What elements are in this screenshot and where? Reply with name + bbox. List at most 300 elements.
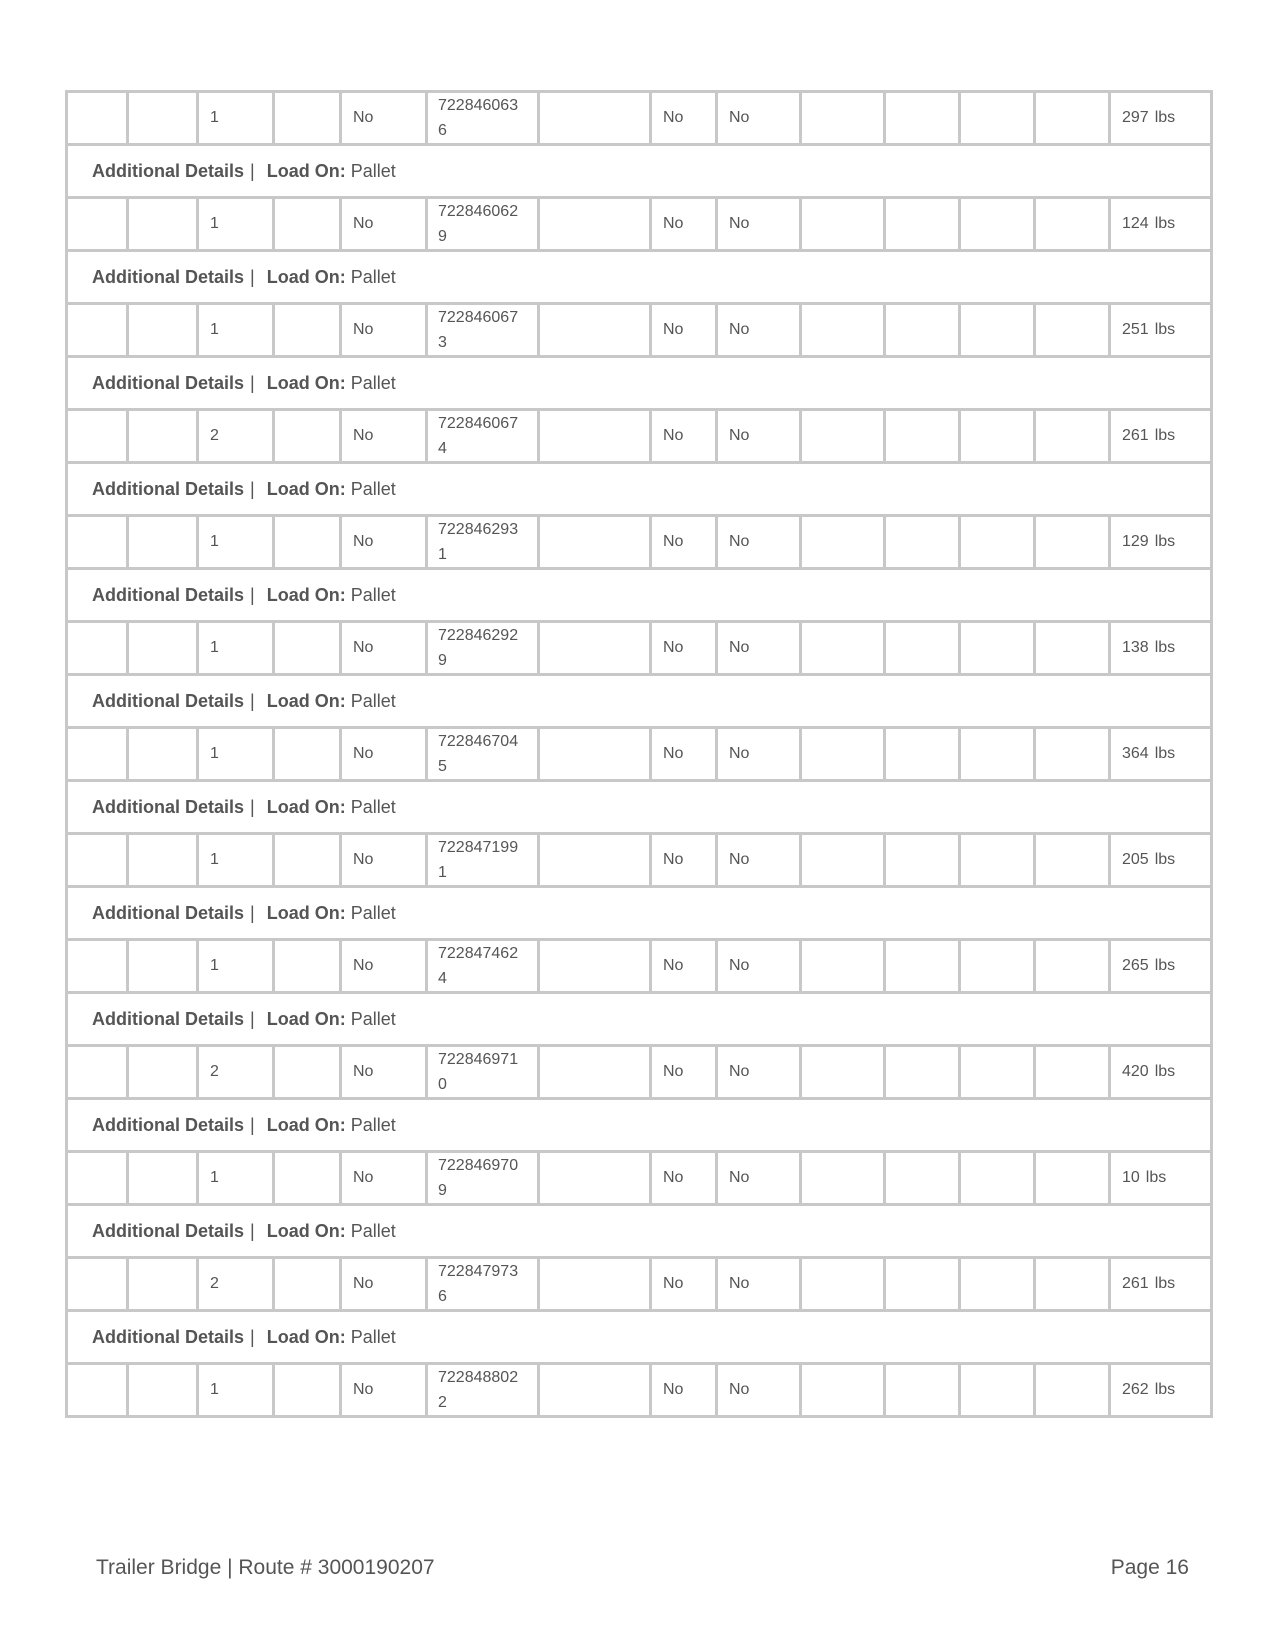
- empty-cell: [885, 1364, 960, 1417]
- flag-cell: No: [341, 304, 427, 357]
- load-on-value: Pallet: [350, 584, 396, 605]
- empty-cell: [67, 304, 128, 357]
- flag-cell: No: [651, 198, 717, 251]
- empty-cell: [128, 1046, 198, 1099]
- empty-cell: [539, 1152, 651, 1205]
- empty-cell: [801, 516, 885, 569]
- additional-details-row: [67, 463, 1212, 516]
- flag-cell: No: [717, 622, 801, 675]
- additional-details-cell: [67, 675, 1212, 728]
- flag-cell: No: [651, 728, 717, 781]
- load-on-value: Pallet: [350, 1326, 396, 1347]
- weight-unit: lbs: [1154, 1063, 1176, 1080]
- quantity-cell: 2: [198, 410, 274, 463]
- load-on-label: Load On:: [266, 266, 346, 287]
- empty-cell: [128, 1364, 198, 1417]
- item-row: [67, 728, 1212, 781]
- weight-cell: [1110, 728, 1212, 781]
- tracking-number-cell: [427, 1152, 539, 1205]
- tracking-number-cell: [427, 410, 539, 463]
- tracking-number-line-1: 722846970: [438, 1157, 519, 1174]
- tracking-number-line-1: 722846067: [438, 309, 519, 326]
- additional-details-row: [67, 1205, 1212, 1258]
- flag-cell: No: [651, 834, 717, 887]
- empty-cell: [885, 304, 960, 357]
- empty-cell: [67, 1258, 128, 1311]
- weight-cell: [1110, 1152, 1212, 1205]
- empty-cell: [67, 940, 128, 993]
- weight-value: 261: [1122, 427, 1149, 444]
- flag-cell: No: [717, 198, 801, 251]
- additional-details-row: [67, 357, 1212, 410]
- weight-value: 205: [1122, 851, 1149, 868]
- empty-cell: [1035, 1258, 1110, 1311]
- tracking-number-line-1: 722846293: [438, 521, 519, 538]
- empty-cell: [539, 940, 651, 993]
- tracking-number-line-2: 1: [438, 864, 447, 881]
- empty-cell: [960, 622, 1035, 675]
- load-on-value: Pallet: [350, 478, 396, 499]
- tracking-number-line-1: 722846067: [438, 415, 519, 432]
- flag-cell: No: [717, 940, 801, 993]
- footer-page-number: Page 16: [1110, 1556, 1189, 1579]
- additional-details-cell: [67, 993, 1212, 1046]
- tracking-number-line-2: 6: [438, 1288, 447, 1305]
- item-row: [67, 1364, 1212, 1417]
- weight-unit: lbs: [1154, 321, 1176, 338]
- tracking-number-line-2: 5: [438, 758, 447, 775]
- weight-value: 129: [1122, 533, 1149, 550]
- flag-cell: No: [341, 622, 427, 675]
- empty-cell: [960, 92, 1035, 145]
- empty-cell: [274, 1152, 341, 1205]
- flag-cell: No: [651, 304, 717, 357]
- empty-cell: [67, 1364, 128, 1417]
- details-separator: |: [250, 902, 255, 923]
- weight-cell: [1110, 304, 1212, 357]
- load-on-label: Load On:: [266, 478, 346, 499]
- tracking-number-cell: [427, 1046, 539, 1099]
- flag-cell: No: [717, 304, 801, 357]
- weight-value: 261: [1122, 1275, 1149, 1292]
- details-separator: |: [250, 1008, 255, 1029]
- tracking-number-cell: [427, 92, 539, 145]
- tracking-number-cell: [427, 622, 539, 675]
- additional-details-label: Additional Details: [92, 1326, 245, 1347]
- tracking-number-line-1: 722846063: [438, 97, 519, 114]
- quantity-cell: 1: [198, 1364, 274, 1417]
- flag-cell: No: [717, 92, 801, 145]
- item-row: [67, 410, 1212, 463]
- load-on-value: Pallet: [350, 690, 396, 711]
- flag-cell: No: [717, 1152, 801, 1205]
- empty-cell: [274, 1364, 341, 1417]
- empty-cell: [128, 92, 198, 145]
- empty-cell: [885, 834, 960, 887]
- empty-cell: [128, 728, 198, 781]
- flag-cell: No: [651, 1046, 717, 1099]
- tracking-number-cell: [427, 1258, 539, 1311]
- empty-cell: [1035, 622, 1110, 675]
- empty-cell: [1035, 1364, 1110, 1417]
- empty-cell: [960, 940, 1035, 993]
- weight-value: 262: [1122, 1381, 1149, 1398]
- empty-cell: [67, 1046, 128, 1099]
- quantity-cell: 1: [198, 198, 274, 251]
- load-on-value: Pallet: [350, 160, 396, 181]
- empty-cell: [1035, 940, 1110, 993]
- empty-cell: [885, 1046, 960, 1099]
- empty-cell: [1035, 1152, 1110, 1205]
- empty-cell: [128, 304, 198, 357]
- empty-cell: [885, 940, 960, 993]
- weight-unit: lbs: [1154, 533, 1176, 550]
- empty-cell: [67, 728, 128, 781]
- shipment-items-body: [67, 92, 1212, 1417]
- empty-cell: [801, 198, 885, 251]
- details-separator: |: [250, 1326, 255, 1347]
- additional-details-cell: [67, 357, 1212, 410]
- empty-cell: [1035, 198, 1110, 251]
- weight-cell: [1110, 1046, 1212, 1099]
- empty-cell: [128, 516, 198, 569]
- load-on-value: Pallet: [350, 902, 396, 923]
- load-on-value: Pallet: [350, 796, 396, 817]
- item-row: [67, 1046, 1212, 1099]
- weight-value: 251: [1122, 321, 1149, 338]
- tracking-number-line-2: 6: [438, 122, 447, 139]
- quantity-cell: 2: [198, 1046, 274, 1099]
- load-on-value: Pallet: [350, 372, 396, 393]
- empty-cell: [1035, 728, 1110, 781]
- item-row: [67, 834, 1212, 887]
- additional-details-row: [67, 993, 1212, 1046]
- empty-cell: [885, 410, 960, 463]
- load-on-value: Pallet: [350, 1114, 396, 1135]
- load-on-label: Load On:: [266, 584, 346, 605]
- empty-cell: [1035, 304, 1110, 357]
- item-row: [67, 92, 1212, 145]
- details-separator: |: [250, 690, 255, 711]
- tracking-number-cell: [427, 728, 539, 781]
- empty-cell: [274, 940, 341, 993]
- quantity-cell: 1: [198, 1152, 274, 1205]
- additional-details-cell: [67, 251, 1212, 304]
- quantity-cell: 1: [198, 516, 274, 569]
- weight-value: 10: [1122, 1169, 1140, 1186]
- weight-cell: [1110, 940, 1212, 993]
- flag-cell: No: [651, 1364, 717, 1417]
- additional-details-row: [67, 675, 1212, 728]
- flag-cell: No: [341, 728, 427, 781]
- empty-cell: [539, 834, 651, 887]
- weight-value: 420: [1122, 1063, 1149, 1080]
- weight-cell: [1110, 198, 1212, 251]
- flag-cell: No: [341, 516, 427, 569]
- additional-details-cell: [67, 463, 1212, 516]
- item-row: [67, 516, 1212, 569]
- tracking-number-line-2: 4: [438, 970, 447, 987]
- details-separator: |: [250, 796, 255, 817]
- empty-cell: [960, 410, 1035, 463]
- empty-cell: [539, 1258, 651, 1311]
- details-separator: |: [250, 1220, 255, 1241]
- empty-cell: [128, 1152, 198, 1205]
- empty-cell: [67, 834, 128, 887]
- tracking-number-line-1: 722846971: [438, 1051, 519, 1068]
- empty-cell: [128, 834, 198, 887]
- additional-details-label: Additional Details: [92, 902, 245, 923]
- empty-cell: [801, 728, 885, 781]
- empty-cell: [801, 1046, 885, 1099]
- additional-details-label: Additional Details: [92, 584, 245, 605]
- weight-cell: [1110, 622, 1212, 675]
- item-row: [67, 940, 1212, 993]
- flag-cell: No: [651, 1258, 717, 1311]
- flag-cell: No: [717, 834, 801, 887]
- item-row: [67, 1152, 1212, 1205]
- details-separator: |: [250, 266, 255, 287]
- weight-unit: lbs: [1154, 427, 1176, 444]
- load-on-label: Load On:: [266, 160, 346, 181]
- flag-cell: No: [717, 728, 801, 781]
- load-on-label: Load On:: [266, 372, 346, 393]
- additional-details-label: Additional Details: [92, 1114, 245, 1135]
- empty-cell: [539, 1364, 651, 1417]
- flag-cell: No: [341, 410, 427, 463]
- tracking-number-line-2: 0: [438, 1076, 447, 1093]
- empty-cell: [885, 622, 960, 675]
- empty-cell: [67, 516, 128, 569]
- empty-cell: [960, 834, 1035, 887]
- quantity-cell: 1: [198, 834, 274, 887]
- additional-details-row: [67, 145, 1212, 198]
- weight-cell: [1110, 410, 1212, 463]
- empty-cell: [274, 728, 341, 781]
- empty-cell: [67, 410, 128, 463]
- weight-cell: [1110, 1258, 1212, 1311]
- empty-cell: [539, 410, 651, 463]
- flag-cell: No: [341, 1258, 427, 1311]
- flag-cell: No: [651, 622, 717, 675]
- flag-cell: No: [717, 1046, 801, 1099]
- additional-details-label: Additional Details: [92, 1008, 245, 1029]
- additional-details-label: Additional Details: [92, 690, 245, 711]
- empty-cell: [274, 622, 341, 675]
- empty-cell: [801, 1258, 885, 1311]
- weight-value: 364: [1122, 745, 1149, 762]
- empty-cell: [960, 1258, 1035, 1311]
- empty-cell: [539, 198, 651, 251]
- details-separator: |: [250, 478, 255, 499]
- empty-cell: [960, 198, 1035, 251]
- tracking-number-line-1: 722847462: [438, 945, 519, 962]
- additional-details-cell: [67, 1205, 1212, 1258]
- additional-details-row: [67, 1099, 1212, 1152]
- tracking-number-line-2: 4: [438, 440, 447, 457]
- load-on-label: Load On:: [266, 690, 346, 711]
- empty-cell: [67, 92, 128, 145]
- additional-details-cell: [67, 1311, 1212, 1364]
- empty-cell: [885, 198, 960, 251]
- flag-cell: No: [341, 1046, 427, 1099]
- additional-details-label: Additional Details: [92, 796, 245, 817]
- details-separator: |: [250, 1114, 255, 1135]
- load-on-value: Pallet: [350, 1220, 396, 1241]
- additional-details-cell: [67, 1099, 1212, 1152]
- tracking-number-cell: [427, 304, 539, 357]
- quantity-cell: 1: [198, 940, 274, 993]
- tracking-number-line-1: 722847199: [438, 839, 519, 856]
- weight-value: 265: [1122, 957, 1149, 974]
- weight-unit: lbs: [1154, 109, 1176, 126]
- flag-cell: No: [717, 516, 801, 569]
- tracking-number-cell: [427, 516, 539, 569]
- details-separator: |: [250, 372, 255, 393]
- tracking-number-cell: [427, 940, 539, 993]
- load-on-label: Load On:: [266, 1220, 346, 1241]
- empty-cell: [801, 622, 885, 675]
- empty-cell: [274, 304, 341, 357]
- weight-cell: [1110, 92, 1212, 145]
- weight-value: 297: [1122, 109, 1149, 126]
- empty-cell: [274, 834, 341, 887]
- flag-cell: No: [341, 1152, 427, 1205]
- load-on-label: Load On:: [266, 1114, 346, 1135]
- empty-cell: [801, 1364, 885, 1417]
- additional-details-label: Additional Details: [92, 160, 245, 181]
- flag-cell: No: [651, 92, 717, 145]
- empty-cell: [960, 1152, 1035, 1205]
- tracking-number-cell: [427, 198, 539, 251]
- empty-cell: [885, 728, 960, 781]
- tracking-number-line-2: 1: [438, 546, 447, 563]
- weight-cell: [1110, 1364, 1212, 1417]
- load-on-value: Pallet: [350, 1008, 396, 1029]
- additional-details-row: [67, 781, 1212, 834]
- quantity-cell: 1: [198, 92, 274, 145]
- flag-cell: No: [341, 92, 427, 145]
- empty-cell: [960, 304, 1035, 357]
- empty-cell: [960, 1364, 1035, 1417]
- empty-cell: [801, 92, 885, 145]
- weight-unit: lbs: [1154, 851, 1176, 868]
- empty-cell: [539, 622, 651, 675]
- additional-details-row: [67, 887, 1212, 940]
- empty-cell: [885, 516, 960, 569]
- empty-cell: [274, 516, 341, 569]
- empty-cell: [539, 728, 651, 781]
- additional-details-row: [67, 251, 1212, 304]
- weight-unit: lbs: [1154, 215, 1176, 232]
- empty-cell: [539, 304, 651, 357]
- item-row: [67, 304, 1212, 357]
- tracking-number-cell: [427, 834, 539, 887]
- flag-cell: No: [717, 1258, 801, 1311]
- tracking-number-line-1: 722847973: [438, 1263, 519, 1280]
- empty-cell: [1035, 1046, 1110, 1099]
- load-on-value: Pallet: [350, 266, 396, 287]
- empty-cell: [67, 622, 128, 675]
- additional-details-row: [67, 1311, 1212, 1364]
- additional-details-cell: [67, 569, 1212, 622]
- flag-cell: No: [341, 1364, 427, 1417]
- flag-cell: No: [717, 1364, 801, 1417]
- empty-cell: [274, 410, 341, 463]
- weight-unit: lbs: [1145, 1169, 1167, 1186]
- additional-details-cell: [67, 145, 1212, 198]
- empty-cell: [801, 410, 885, 463]
- tracking-number-line-2: 3: [438, 334, 447, 351]
- weight-unit: lbs: [1154, 639, 1176, 656]
- empty-cell: [539, 516, 651, 569]
- tracking-number-line-2: 9: [438, 1182, 447, 1199]
- empty-cell: [274, 198, 341, 251]
- weight-value: 138: [1122, 639, 1149, 656]
- empty-cell: [885, 1258, 960, 1311]
- weight-unit: lbs: [1154, 1381, 1176, 1398]
- weight-unit: lbs: [1154, 1275, 1176, 1292]
- empty-cell: [801, 1152, 885, 1205]
- quantity-cell: 1: [198, 622, 274, 675]
- empty-cell: [128, 410, 198, 463]
- empty-cell: [128, 622, 198, 675]
- flag-cell: No: [717, 410, 801, 463]
- empty-cell: [885, 1152, 960, 1205]
- quantity-cell: 2: [198, 1258, 274, 1311]
- item-row: [67, 198, 1212, 251]
- additional-details-cell: [67, 781, 1212, 834]
- tracking-number-line-1: 722846062: [438, 203, 519, 220]
- empty-cell: [128, 198, 198, 251]
- weight-cell: [1110, 516, 1212, 569]
- additional-details-label: Additional Details: [92, 266, 245, 287]
- load-on-label: Load On:: [266, 796, 346, 817]
- additional-details-cell: [67, 887, 1212, 940]
- weight-cell: [1110, 834, 1212, 887]
- empty-cell: [801, 940, 885, 993]
- empty-cell: [960, 728, 1035, 781]
- load-on-label: Load On:: [266, 902, 346, 923]
- empty-cell: [801, 834, 885, 887]
- item-row: [67, 622, 1212, 675]
- tracking-number-line-2: 2: [438, 1394, 447, 1411]
- quantity-cell: 1: [198, 728, 274, 781]
- empty-cell: [960, 516, 1035, 569]
- item-row: [67, 1258, 1212, 1311]
- tracking-number-line-1: 722846292: [438, 627, 519, 644]
- shipment-items-table: [65, 90, 1213, 1418]
- footer-route-info: Trailer Bridge | Route # 3000190207: [96, 1556, 435, 1579]
- flag-cell: No: [651, 410, 717, 463]
- additional-details-label: Additional Details: [92, 478, 245, 499]
- tracking-number-cell: [427, 1364, 539, 1417]
- weight-unit: lbs: [1154, 957, 1176, 974]
- empty-cell: [67, 1152, 128, 1205]
- tracking-number-line-2: 9: [438, 228, 447, 245]
- empty-cell: [1035, 516, 1110, 569]
- empty-cell: [1035, 834, 1110, 887]
- tracking-number-line-1: 722848802: [438, 1369, 519, 1386]
- load-on-label: Load On:: [266, 1326, 346, 1347]
- weight-value: 124: [1122, 215, 1149, 232]
- additional-details-label: Additional Details: [92, 372, 245, 393]
- quantity-cell: 1: [198, 304, 274, 357]
- tracking-number-line-2: 9: [438, 652, 447, 669]
- additional-details-label: Additional Details: [92, 1220, 245, 1241]
- empty-cell: [801, 304, 885, 357]
- flag-cell: No: [651, 940, 717, 993]
